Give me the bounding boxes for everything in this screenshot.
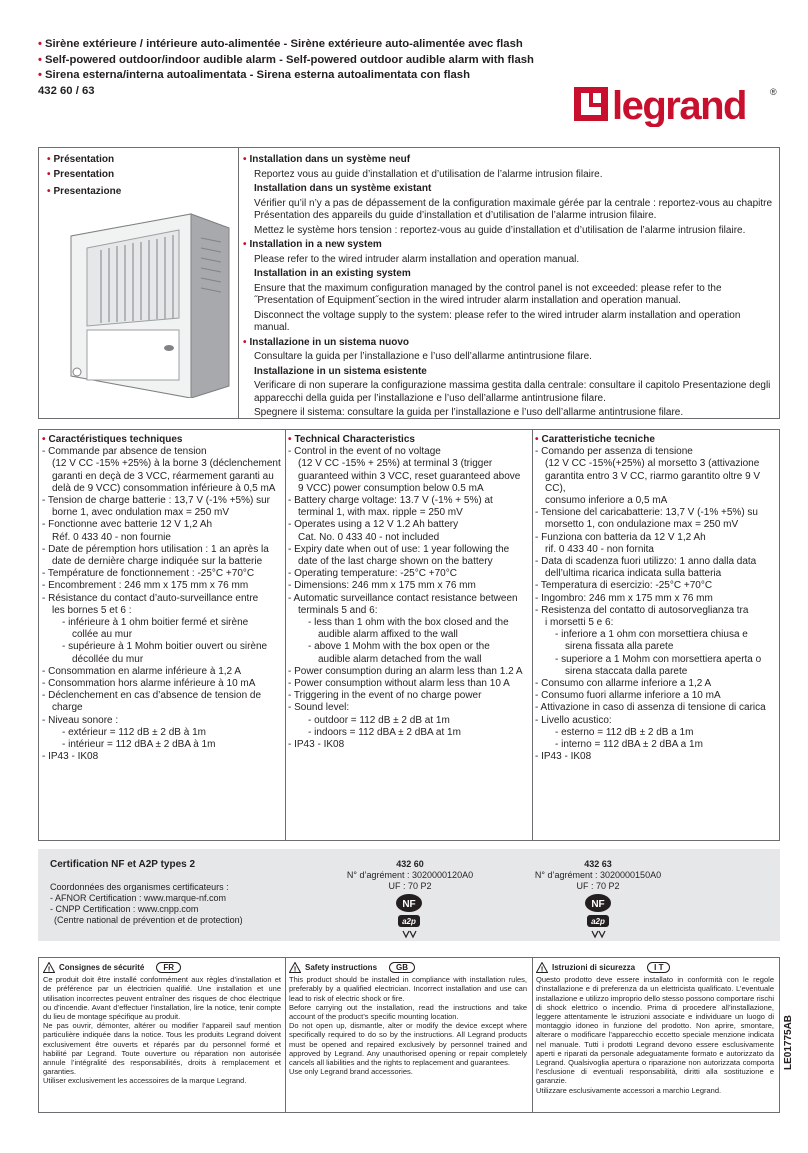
tech-line: - Resistenza del contatto di autosorveglianza tra: [535, 604, 749, 616]
tech-line: - Power consumption without alarm less than 10 A: [288, 678, 510, 690]
cert-col-43263: [508, 859, 688, 892]
tech-line: - indoors = 112 dBA ± 2 dBA at 1m: [308, 726, 461, 738]
lang-badge-fr: FR: [156, 962, 181, 973]
product-reference: 432 60 / 63: [38, 84, 95, 97]
install-existing-it-title: Installazione in un sistema esistente: [254, 365, 427, 377]
tech-line: - Operates using a 12 V 1.2 Ah battery: [288, 519, 459, 531]
siren-device-image: [61, 208, 231, 398]
tech-title-fr: • Caractéristiques techniques: [42, 434, 183, 445]
tech-line: - Date de péremption hors utilisation : 1 an après la: [42, 543, 269, 555]
installation-text: [243, 154, 777, 422]
tech-line: delà de 9 VCC) consommation inférieure à 0,5 mA: [52, 482, 276, 494]
nf-a2p-logo: [395, 893, 423, 939]
tech-line: décollée du mur: [72, 653, 144, 665]
tech-line: - inférieure à 1 ohm boitier fermé et sirène: [62, 617, 249, 629]
tech-line: - IP43 - IK08: [535, 751, 592, 763]
tech-line: - Consumo con allarme inferiore a 1,2 A: [535, 678, 712, 690]
nf-label: NF: [402, 899, 416, 910]
install-existing-en-text1: Ensure that the maximum configuration managed by the control panel is not exceeded: please refer to the ˝Presentation of Equipment˝section in the wired intruder alarm installation and operation manual.: [254, 282, 722, 306]
tech-line: - Funziona con batteria da 12 V 1,2 Ah: [535, 531, 706, 543]
tech-line: - IP43 - IK08: [42, 751, 99, 763]
tech-line: - Operating temperature: -25°C +70°C: [288, 568, 457, 580]
tech-line: - inferiore a 1 ohm con morsettiera chiusa e: [555, 629, 748, 641]
tech-line: - Déclenchement en cas d’absence de tension de: [42, 690, 262, 702]
cert-agrement: N° d’agrément : 3020000150A0: [534, 870, 662, 880]
tech-line: - Automatic surveillance contact resistance between: [288, 592, 518, 604]
tech-line: terminal 1, with max. ripple = 250 mV: [298, 507, 463, 519]
tech-line: - Battery charge voltage: 13.7 V (-1% + 5%) at: [288, 495, 493, 507]
certification-title: Certification NF et A2P types 2: [50, 859, 196, 870]
safety-text: Do not open up, dismantle, alter or modify the device except where specifically required to do so by the instructions. All Legrand products must be opened and repaired exclusively by personnel trained and approved by Legrand. Any unauthorised opening or repair completely cancels all liabilities and the rights to replacement and guarantees.: [289, 1021, 527, 1068]
safety-text: Ce produit doit être installé conformément aux règles d’installation et de préférence par un électricien qualifié. Une installation et une utilisation incorrectes peuvent entraîner des risques de choc électrique ou d’incendie. Avant d’effectuer l’installation, lire la notice, tenir compte du lieu de montage spécifique au produit.: [43, 975, 281, 1022]
tech-line: - outdoor = 112 dB ± 2 dB at 1m: [308, 714, 450, 726]
tech-line: - Tensione del caricabatterie: 13,7 V (-1% +5%) su: [535, 507, 758, 519]
tech-line: Cat. No. 0 433 40 - not included: [298, 531, 440, 543]
tech-line: date de dernière charge indiquée sur la batterie: [52, 556, 263, 568]
safety-title-fr: ! Consignes de sécurité FR: [43, 962, 281, 973]
tech-line: Réf. 0 433 40 - non fournie: [52, 531, 171, 543]
tech-line: - above 1 Mohm with the box open or the: [308, 641, 490, 653]
presentation-en: • Presentation: [47, 169, 115, 180]
tech-line: morsetto 1, con ondulazione max = 250 mV: [545, 519, 739, 531]
install-new-en-title: • Installation in a new system: [243, 239, 382, 250]
tech-line: - Livello acustico:: [535, 714, 612, 726]
svg-text:!: !: [293, 966, 297, 974]
tech-line: - Consumo fuori allarme inferiore a 10 mA: [535, 690, 721, 702]
registered-mark: ®: [770, 87, 777, 97]
warning-icon: [536, 962, 548, 973]
tech-line: - Power consumption during an alarm less than 1.2 A: [288, 665, 523, 677]
presentation-it: • Presentazione: [47, 186, 122, 197]
presentation-fr: • Présentation: [47, 154, 115, 165]
install-existing-it-text1: Verificare di non superare la configurazione massima gestita dalla centrale: consultare il capitolo Presentazione degli apparecchi della guida per l’installazione e l’uso dell’allarme antintrusione filare.: [254, 380, 771, 404]
tech-line: - Niveau sonore :: [42, 714, 119, 726]
column-divider: [532, 958, 533, 1112]
tech-line: - Triggering in the event of no charge power: [288, 690, 482, 702]
tech-line: - Encombrement : 246 mm x 175 mm x 76 mm: [42, 580, 249, 592]
nf-label: NF: [591, 899, 605, 910]
cert-uf: UF : 70 P2: [576, 881, 620, 891]
presentation-panel: [39, 148, 239, 418]
tech-line: - Ingombro: 246 mm x 175 mm x 76 mm: [535, 592, 713, 604]
tech-column-en: [288, 434, 528, 751]
tech-line: - extérieur = 112 dB ± 2 dB à 1m: [62, 726, 206, 738]
tech-line: garantita entro 3 V CC, riarmo garantito oltre 9 V CC),: [545, 470, 761, 494]
tech-line: garanti en deçà de 3 VCC, réarmement garanti au: [52, 470, 274, 482]
safety-column-fr: [43, 962, 281, 1086]
legrand-logo: [574, 81, 779, 127]
column-divider: [532, 430, 533, 840]
tech-line: - supérieure à 1 Mohm boitier ouvert ou sirène: [62, 641, 268, 653]
tech-line: collée au mur: [72, 629, 133, 641]
tech-line: dell’ultima ricarica indicata sulla batteria: [545, 568, 722, 580]
warning-icon: [43, 962, 55, 973]
install-new-en-text: Please refer to the wired intruder alarm installation and operation manual.: [254, 253, 580, 265]
a2p-label: a2p: [591, 917, 605, 926]
tech-line: terminals 5 and 6:: [298, 604, 378, 616]
cert-ref: 432 63: [584, 859, 612, 869]
document-code: LE01775AB: [783, 1014, 794, 1070]
safety-column-en: [289, 962, 527, 1076]
tech-line: - less than 1 ohm with the box closed and the: [308, 617, 509, 629]
install-new-fr-text: Reportez vous au guide d’installation et d’utilisation de l’alarme intrusion filaire.: [254, 168, 603, 180]
tech-line: 9 VCC) power consumption below 0.5 mA: [298, 482, 484, 494]
cert-ref: 432 60: [396, 859, 424, 869]
cert-col-43260: [320, 859, 500, 892]
safety-box: [38, 957, 780, 1113]
tech-line: - intérieur = 112 dBA ± 2 dBA à 1m: [62, 739, 216, 751]
tech-line: date of the last charge shown on the battery: [298, 556, 493, 568]
tech-line: - Temperatura di esercizio: -25°C +70°C: [535, 580, 713, 592]
tech-line: - Dimensions: 246 mm x 175 mm x 76 mm: [288, 580, 476, 592]
install-existing-en-text2: Disconnect the voltage supply to the system: please refer to the wired intruder alarm installation and operation manual.: [254, 309, 741, 333]
install-new-it-text: Consultare la guida per l’installazione e l’uso dell’allarme antintrusione filare.: [254, 351, 592, 362]
title-fr: • Sirène extérieure / intérieure auto-alimentée - Sirène extérieure auto-alimentée avec flash: [38, 38, 523, 50]
safety-text: Before carrying out the installation, read the instructions and take account of the product’s specific mounting location.: [289, 1002, 527, 1022]
install-new-fr-title: • Installation dans un système neuf: [243, 154, 411, 165]
column-divider: [285, 958, 286, 1112]
safety-column-it: [536, 962, 774, 1095]
a2p-label: a2p: [402, 917, 416, 926]
tech-line: - Fonctionne avec batterie 12 V 1,2 Ah: [42, 519, 213, 531]
tech-line: - interno = 112 dBA ± 2 dBA a 1m: [555, 739, 703, 751]
tech-line: - Control in the event of no voltage: [288, 446, 441, 458]
legrand-wordmark: legrand: [612, 84, 746, 127]
tech-line: - Consommation en alarme inférieure à 1,2 A: [42, 665, 241, 677]
tech-line: - Résistance du contact d’auto-surveillance entre: [42, 592, 259, 604]
tech-title-en: • Technical Characteristics: [288, 434, 415, 445]
safety-text: This product should be installed in compliance with installation rules, preferably by a qualified electrician. Incorrect installation and use can lead to risk of electric shock or fire.: [289, 975, 527, 1003]
install-existing-fr-text2: Mettez le système hors tension : reportez-vous au guide d’installation et d’utilisation de l’alarme intrusion filaire.: [254, 224, 746, 236]
tech-line: rif. 0 433 40 - non fornita: [545, 543, 654, 555]
certification-organisms: [50, 882, 243, 926]
install-existing-fr-text1: Vérifier qu’il n’y a pas de dépassement de la configuration maximale gérée par la centrale : reportez-vous au chapitre Présentation des appareils du guide d’installation et d’utilisation de l’alarme intrusion filaire.: [254, 197, 773, 221]
tech-line: - Température de fonctionnement : -25°C +70°C: [42, 568, 255, 580]
document-header: [38, 37, 598, 99]
tech-line: - Data di scadenza fuori utilizzo: 1 anno dalla data: [535, 556, 757, 568]
tech-line: audible alarm detached from the wall: [318, 653, 482, 665]
svg-text:!: !: [540, 966, 544, 974]
safety-title-en: ! Safety instructions GB: [289, 962, 527, 973]
tech-line: consumo inferiore a 0,5 mA: [545, 495, 668, 507]
tech-line: - Sound level:: [288, 702, 350, 714]
safety-text: Utiliser exclusivement les accessoires de la marque Legrand.: [43, 1076, 247, 1086]
tech-line: - esterno = 112 dB ± 2 dB a 1m: [555, 726, 694, 738]
tech-line: sirena fissata alla parete: [565, 641, 674, 653]
safety-text: Utilizzare esclusivamente accessori a marchio Legrand.: [536, 1085, 722, 1095]
install-new-it-title: • Installazione in un sistema nuovo: [243, 336, 409, 348]
tech-line: borne 1, avec ondulation max = 250 mV: [52, 507, 230, 519]
column-divider: [285, 430, 286, 840]
tech-title-it: • Caratteristiche tecniche: [535, 434, 655, 445]
warning-icon: [289, 962, 301, 973]
tech-line: (12 V CC -15%(+25%) al morsetto 3 (attivazione: [545, 458, 760, 470]
title-it: • Sirena esterna/interna autoalimentata - Sirena esterna autoalimentata con flash: [38, 69, 470, 81]
install-existing-it-text2: Spegnere il sistema: consultare la guida per l’installazione e l’uso dell’allarme antintrusione filare.: [254, 407, 684, 418]
tech-line: - Tension de charge batterie : 13,7 V (-1% +5%) sur: [42, 495, 270, 507]
tech-line: les bornes 5 et 6 :: [52, 604, 132, 616]
technical-characteristics-box: [38, 429, 780, 841]
tech-line: (12 V CC -15% + 25%) at terminal 3 (trigger: [298, 458, 493, 470]
tech-line: sirena staccata dalla parete: [565, 665, 688, 677]
tech-line: - Attivazione in caso di assenza di tensione di carica: [535, 702, 766, 714]
title-en: • Self-powered outdoor/indoor audible alarm - Self-powered outdoor audible alarm with flash: [38, 53, 534, 66]
cert-line: - CNPP Certification : www.cnpp.com: [50, 904, 199, 914]
svg-text:!: !: [47, 966, 51, 974]
nf-a2p-logo: [584, 893, 612, 939]
tech-line: - Commande par absence de tension: [42, 446, 207, 458]
cert-line: Coordonnées des organismes certificateurs :: [50, 882, 229, 892]
tech-line: i morsetti 5 e 6:: [545, 617, 614, 629]
tech-column-fr: [42, 434, 282, 763]
cert-agrement: N° d’agrément : 3020000120A0: [346, 870, 474, 880]
tech-line: - Comando per assenza di tensione: [535, 446, 693, 458]
lang-badge-it: I T: [647, 962, 670, 973]
tech-line: charge: [52, 702, 83, 714]
tech-column-it: [535, 434, 779, 763]
presentation-installation-box: [38, 147, 780, 419]
cert-uf: UF : 70 P2: [388, 881, 432, 891]
tech-line: - IP43 - IK08: [288, 739, 345, 751]
install-existing-fr-title: Installation dans un système existant: [254, 183, 432, 194]
safety-text: Use only Legrand brand accessories.: [289, 1067, 413, 1077]
tech-line: (12 V CC -15% +25%) à la borne 3 (déclenchement: [52, 458, 281, 470]
cert-line: - AFNOR Certification : www.marque-nf.com: [50, 893, 227, 903]
safety-text: Ne pas ouvrir, démonter, altérer ou modifier l’appareil sauf mention particulière indiquée dans la notice. Tous les produits Legrand doivent exclusivement être ouverts et réparés par du personnel formé et habilité par Legrand. Toute ouverture ou réparation non autorisée annule l’intégralité des responsabilités, droits à remplacement et garanties.: [43, 1021, 281, 1077]
tech-line: - Expiry date when out of use: 1 year following the: [288, 543, 510, 555]
tech-line: audible alarm affixed to the wall: [318, 629, 458, 641]
safety-text: Questo prodotto deve essere installato in conformità con le regole d’installazione e di preferenza da un elettricista qualificato. L’eventuale installazione e utilizzo improprio dello stesso possono comportare rischi di shock elettrico o incendio. Prima di procedere all’installazione, leggere attentamente le istruzioni associate e individuare un luogo di montaggio idoneo in funzione del prodotto. Non aprire, smontare, alterare o modificare l’apparecchio eccetto speciale menzione indicata nel manuale. Tutti i prodotti Legrand devono essere esclusivamente aperti e riparati da personale adeguatamente formato e autorizzato da Legrand. Qualsivoglia apertura o riparazione non autorizzata comporta l’esclusione di eventuali responsabilità, diritti alla sostituzione e garanzie.: [536, 975, 774, 1086]
tech-line: - Consommation hors alarme inférieure à 10 mA: [42, 678, 256, 690]
safety-title-it: ! Istruzioni di sicurezza I T: [536, 962, 774, 973]
lang-badge-gb: GB: [389, 962, 415, 973]
tech-line: - superiore a 1 Mohm con morsettiera aperta o: [555, 653, 762, 665]
certification-box: [38, 849, 780, 941]
cert-line: (Centre national de prévention et de protection): [54, 915, 243, 925]
install-existing-en-title: Installation in an existing system: [254, 268, 411, 279]
tech-line: guaranteed within 3 VCC, reset guaranteed above: [298, 470, 521, 482]
